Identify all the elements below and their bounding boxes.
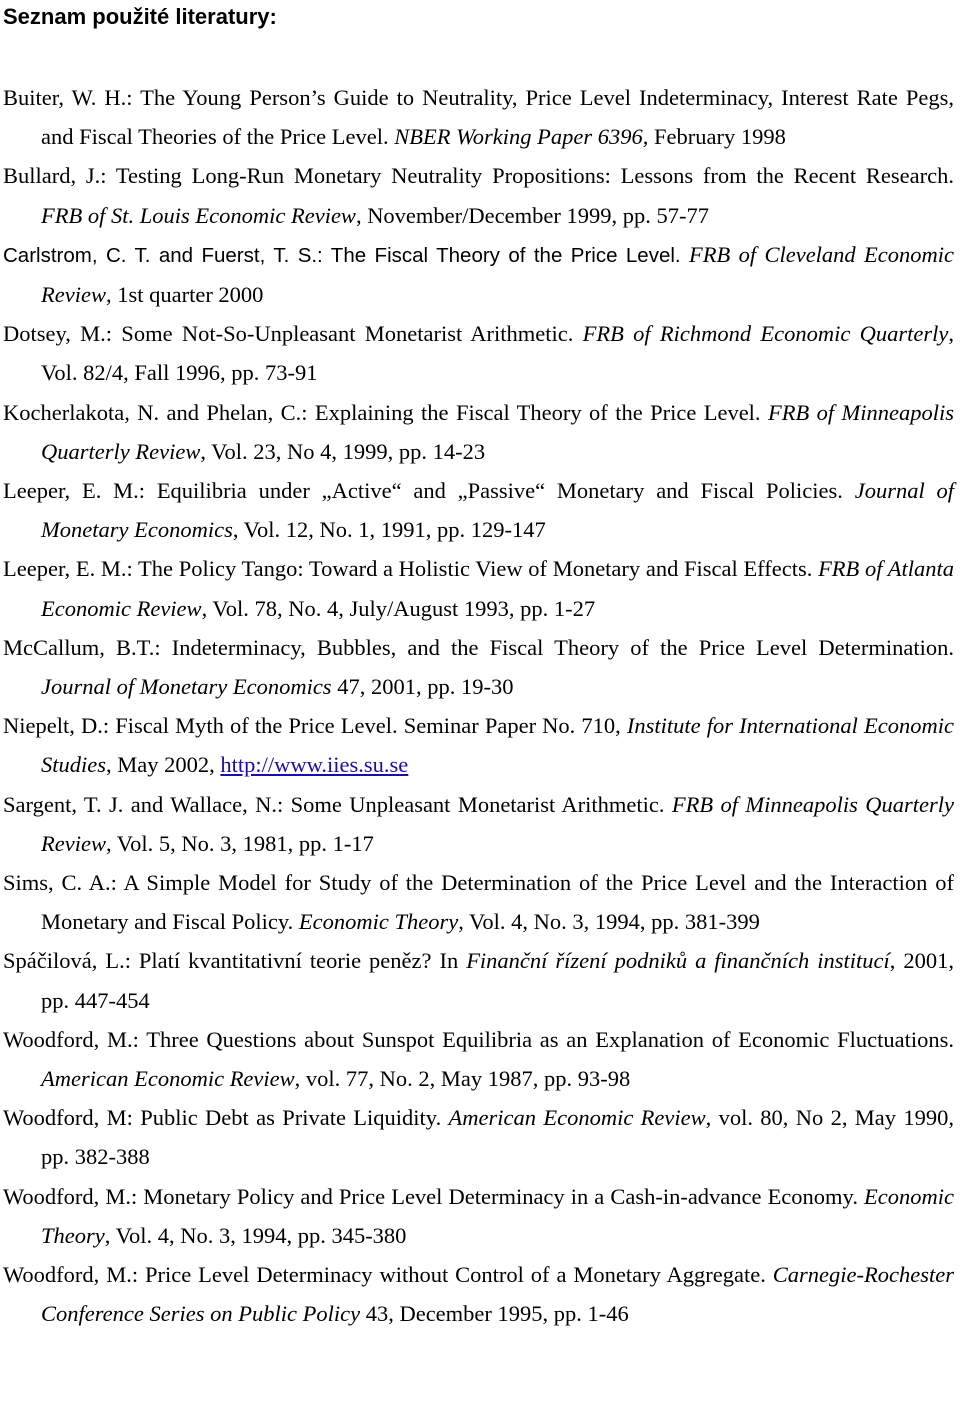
reference-entry xyxy=(3,78,954,156)
reference-source: Carnegie-Rochester Conference Series on Public Policy xyxy=(41,1262,954,1327)
reference-text: Spáčilová, L.: Platí kvantitativní teorie peněz? In xyxy=(3,948,467,974)
reference-source: FRB of Cleveland Economic Review xyxy=(41,241,954,308)
reference-text: McCallum, B.T.: Indeterminacy, Bubbles, and the Fiscal Theory of the Price Level Determination. xyxy=(3,634,954,660)
reference-text: , Vol. 23, No 4, 1999, pp. 14-23 xyxy=(200,438,486,464)
reference-entry xyxy=(3,235,954,314)
reference-text: , Vol. 4, No. 3, 1994, pp. 381-399 xyxy=(458,909,760,935)
reference-text: , vol. 80, No 2, May 1990, pp. 382-388 xyxy=(41,1105,954,1170)
reference-source: FRB of Minneapolis Quarterly Review xyxy=(41,399,954,464)
reference-entry xyxy=(3,393,954,471)
reference-text: , Vol. 12, No. 1, 1991, pp. 129-147 xyxy=(232,517,546,543)
reference-link[interactable]: http://www.iies.su.se xyxy=(220,752,409,778)
reference-text: , vol. 77, No. 2, May 1987, pp. 93-98 xyxy=(294,1066,631,1092)
reference-text: Sargent, T. J. and Wallace, N.: Some Unpleasant Monetarist Arithmetic. xyxy=(3,791,672,817)
reference-text: , 2001, pp. 447-454 xyxy=(41,948,954,1013)
reference-text: Leeper, E. M.: The Policy Tango: Toward a Holistic View of Monetary and Fiscal Effects. xyxy=(3,556,819,582)
reference-text: Woodford, M: Public Debt as Private Liquidity. xyxy=(3,1105,449,1131)
reference-entry xyxy=(3,706,954,784)
reference-text: 43, December 1995, pp. 1-46 xyxy=(360,1301,629,1327)
reference-entry xyxy=(3,471,954,549)
reference-source: FRB of Atlanta Economic Review xyxy=(41,556,954,621)
reference-text: Carlstrom, C. T. and Fuerst, T. S.: The Fiscal Theory of the Price Level. xyxy=(3,243,690,267)
reference-text: , Vol. 82/4, Fall 1996, pp. 73-91 xyxy=(41,321,955,386)
reference-entry xyxy=(3,156,954,234)
reference-text: Woodford, M.: Price Level Determinacy without Control of a Monetary Aggregate. xyxy=(3,1262,773,1288)
reference-entry xyxy=(3,785,954,863)
reference-entry xyxy=(3,628,954,706)
reference-text: Woodford, M.: Three Questions about Sunspot Equilibria as an Explanation of Economic Fluctuations. xyxy=(3,1026,954,1052)
reference-text: Woodford, M.: Monetary Policy and Price Level Determinacy in a Cash-in-advance Economy. xyxy=(3,1183,865,1209)
reference-source: Journal of Monetary Economics xyxy=(41,674,332,700)
reference-source: NBER Working Paper 6396, xyxy=(394,124,649,150)
reference-list xyxy=(3,78,954,1334)
reference-text: Sims, C. A.: A Simple Model for Study of the Determination of the Price Level and the Interaction of Monetary and Fiscal Policy. xyxy=(3,870,954,935)
reference-text: , Vol. 5, No. 3, 1981, pp. 1-17 xyxy=(105,830,374,856)
reference-source: FRB of St. Louis Economic Review xyxy=(41,202,356,228)
reference-entry xyxy=(3,1098,954,1176)
reference-source: Journal of Monetary Economics xyxy=(41,478,954,543)
reference-source: Economic Theory xyxy=(298,909,459,935)
reference-text: , November/December 1999, pp. 57-77 xyxy=(355,202,709,228)
reference-text: Leeper, E. M.: Equilibria under „Active“ and „Passive“ Monetary and Fiscal Policies. xyxy=(3,478,855,504)
reference-entry xyxy=(3,941,954,1019)
reference-text: Niepelt, D.: Fiscal Myth of the Price Level. Seminar Paper No. 710, xyxy=(3,713,627,739)
reference-source: American Economic Review xyxy=(41,1066,295,1092)
reference-text: Bullard, J.: Testing Long-Run Monetary Neutrality Propositions: Lessons from the Recent Research. xyxy=(3,163,954,189)
reference-entry xyxy=(3,314,954,392)
reference-text: Buiter, W. H.: The Young Person’s Guide to Neutrality, Price Level Indeterminacy, Interest Rate Pegs, and Fiscal Theories of the Price Level. xyxy=(3,85,954,150)
reference-entry xyxy=(3,1255,954,1333)
reference-source: FRB of Minneapolis Quarterly Review xyxy=(41,791,954,856)
reference-source: Institute for International Economic Studies xyxy=(41,713,954,778)
page-title: Seznam použité literatury: xyxy=(3,4,277,29)
reference-entry xyxy=(3,863,954,941)
reference-source: Economic Theory xyxy=(41,1183,954,1248)
reference-source: American Economic Review xyxy=(448,1105,706,1131)
reference-text: , Vol. 78, No. 4, July/August 1993, pp. 1-27 xyxy=(201,595,596,621)
reference-entry xyxy=(3,1177,954,1255)
reference-text: , Vol. 4, No. 3, 1994, pp. 345-380 xyxy=(104,1222,407,1248)
reference-entry xyxy=(3,549,954,627)
reference-text: , 1st quarter 2000 xyxy=(105,282,264,308)
reference-text: 47, 2001, pp. 19-30 xyxy=(331,674,514,700)
reference-text: February 1998 xyxy=(648,124,786,150)
reference-source: Finanční řízení podniků a finančních institucí xyxy=(466,948,890,974)
reference-text: , May 2002, xyxy=(106,752,221,778)
reference-entry xyxy=(3,1020,954,1098)
reference-text: Dotsey, M.: Some Not-So-Unpleasant Monetarist Arithmetic. xyxy=(3,321,583,347)
reference-source: FRB of Richmond Economic Quarterly xyxy=(582,321,949,347)
reference-text: Kocherlakota, N. and Phelan, C.: Explaining the Fiscal Theory of the Price Level. xyxy=(3,399,768,425)
